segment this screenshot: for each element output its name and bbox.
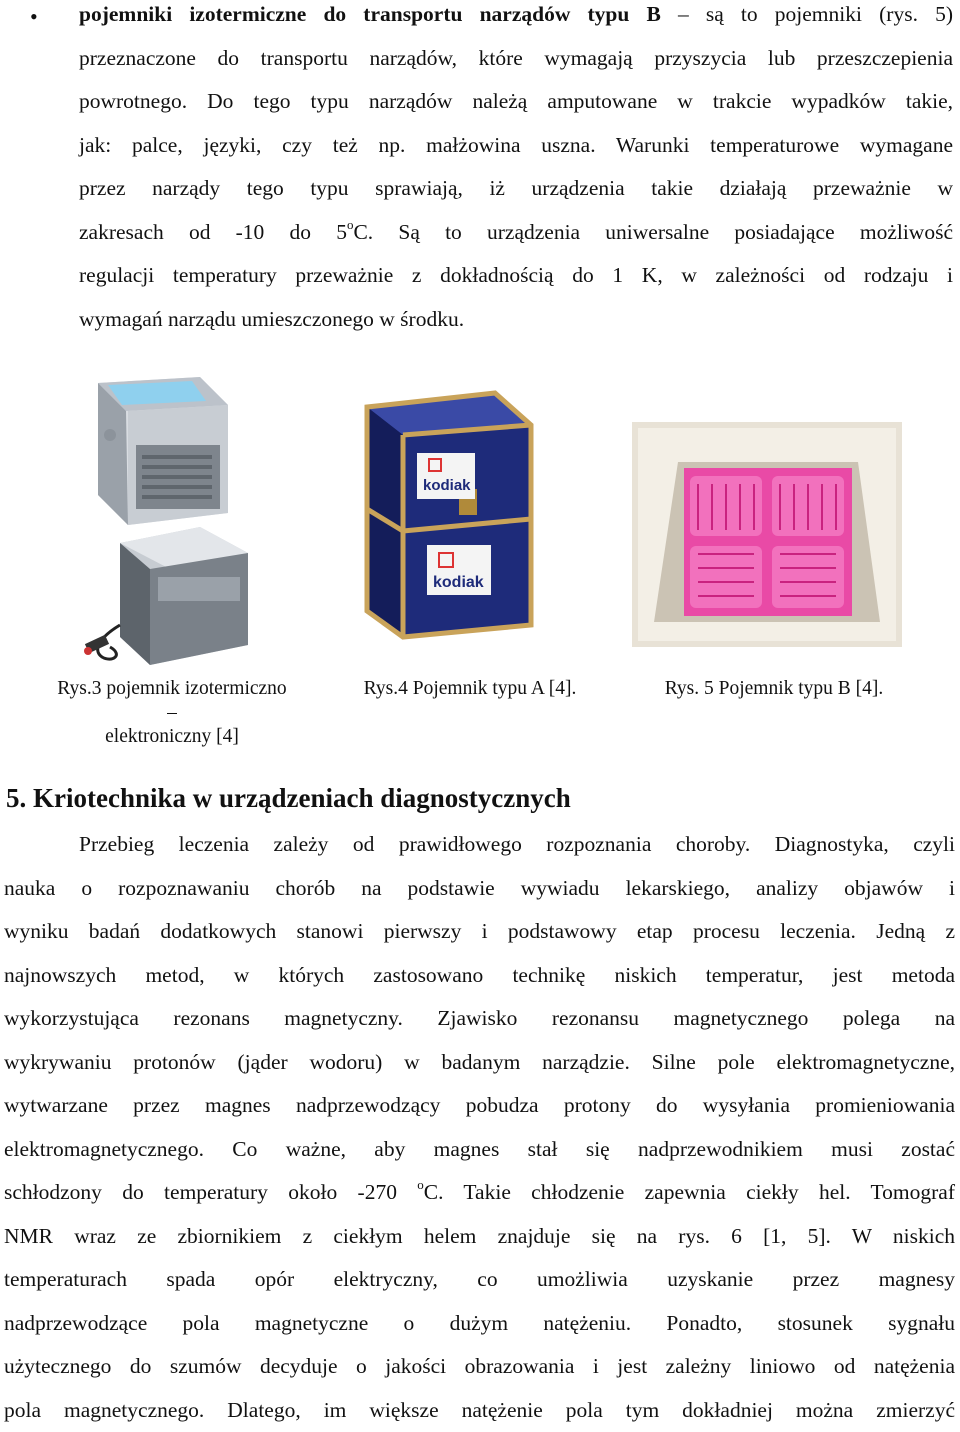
- paragraph-line: powrotnego. Do tego typu narządów należą amputowane w trakcie wypadków takie,: [79, 80, 953, 124]
- paragraph-line: pojemniki izotermiczne do transportu narządów typu B – są to pojemniki (rys. 5): [79, 0, 953, 37]
- degree-superscript: o: [347, 217, 354, 232]
- paragraph-line: przeznaczone do transportu narządów, które wymagają przyszycia lub przeszczepienia: [79, 37, 953, 81]
- paragraph-line: elektromagnetycznego. Co ważne, aby magnes stał się nadprzewodnikiem musi zostać: [4, 1128, 955, 1172]
- paragraph-line: regulacji temperatury przeważnie z dokładnością do 1 K, w zależności od rodzaju i: [79, 254, 953, 298]
- paragraph-line: pola magnetycznego. Dlatego, im większe natężenie pola tym dokładniej można zmierzyć: [4, 1389, 955, 1432]
- paragraph-line: nadprzewodzące pola magnetyczne o dużym natężeniu. Ponadto, stosunek sygnału: [4, 1302, 955, 1346]
- paragraph-line: wykrywaniu protonów (jąder wodoru) w badanym narządzie. Silne pole elektromagnetyczne,: [4, 1041, 955, 1085]
- paragraph-line: użytecznego do szumów decyduje o jakości obrazowania i jest zależny liniowo od natężenia: [4, 1345, 955, 1389]
- kodiak-logo-bottom: kodiak: [433, 574, 484, 591]
- paragraph-line: nauka o rozpoznawaniu chorób na podstawie wywiadu lekarskiego, analizy objawów i: [4, 867, 955, 911]
- paragraph-line: NMR wraz ze zbiornikiem z ciekłym helem znajduje się na rys. 6 [1, 5]. W niskich: [4, 1215, 955, 1259]
- bullet-paragraph-text: [79, 0, 953, 341]
- paragraph-line: schłodzony do temperatury około -270 $^o$C. Takie chłodzenie zapewnia ciekły hel. Tomograf: [4, 1171, 955, 1215]
- paragraph-line: najnowszych metod, w których zastosowano technikę niskich temperatur, jest metoda: [4, 954, 955, 998]
- paragraph-line: jak: palce, języki, czy też np. małżowina uszna. Warunki temperaturowe wymagane: [79, 124, 953, 168]
- section-5-paragraph: [4, 823, 955, 1432]
- figure-5-container-image: [632, 422, 902, 647]
- paragraph-line: Przebieg leczenia zależy od prawidłowego rozpoznania choroby. Diagnostyka, czyli: [4, 823, 955, 867]
- paragraph-line: przez narządy tego typu sprawiają, iż urządzenia takie działają przeważnie w: [79, 167, 953, 211]
- paragraph-line: wyniku badań dodatkowych stanowi pierwszy i podstawowy etap procesu leczenia. Jedną z: [4, 910, 955, 954]
- figure-4-container-image: [355, 385, 545, 640]
- bullet-paragraph: [0, 0, 960, 360]
- figure-3-coolers-image: [80, 375, 280, 670]
- figure-3-caption: Rys.3 pojemnik izotermiczno – elektroniczny [4]: [52, 677, 292, 749]
- bullet-mark: •: [30, 4, 38, 30]
- figure-5-caption: Rys. 5 Pojemnik typu B [4].: [638, 677, 910, 701]
- degree-superscript: o: [417, 1177, 424, 1192]
- paragraph-line: temperaturach spada opór elektryczny, co umożliwia uzyskanie przez magnesy: [4, 1258, 955, 1302]
- figure-4-caption: Rys.4 Pojemnik typu A [4].: [330, 677, 610, 701]
- paragraph-line: wytwarzane przez magnes nadprzewodzący pobudza protony do wysyłania promieniowania: [4, 1084, 955, 1128]
- paragraph-line: zakresach od -10 do 5$^o$C. Są to urządzenia uniwersalne posiadające możliwość: [79, 211, 953, 255]
- term-bold: pojemniki izotermiczne do transportu narządów typu B: [79, 2, 661, 26]
- section-heading: 5. Kriotechnika w urządzeniach diagnostycznych: [6, 780, 571, 816]
- paragraph-line: wymagań narządu umieszczonego w środku.: [79, 298, 953, 342]
- paragraph-line: wykorzystująca rezonans magnetyczny. Zjawisko rezonansu magnetycznego polega na: [4, 997, 955, 1041]
- kodiak-logo-top: kodiak: [423, 477, 471, 494]
